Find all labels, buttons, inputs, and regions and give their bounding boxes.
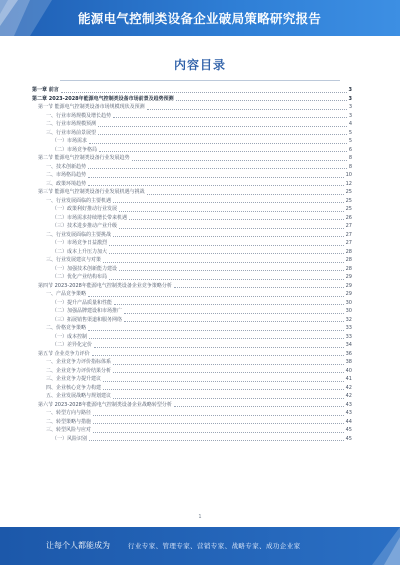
- toc-entry-label: 一、转型方向与路径: [46, 410, 92, 416]
- toc-entry-label: （三）技术进步推动产业升级: [52, 223, 118, 229]
- toc-dot-leader: [93, 415, 344, 416]
- toc-entry-label: 二、企业竞争力评价结果分析: [46, 367, 112, 374]
- toc-entry[interactable]: [32, 409, 352, 418]
- toc-entry-page: 25: [345, 189, 352, 195]
- toc-entry-page: 25: [345, 206, 352, 212]
- toc-entry-label: 第六节 2023-2028年能源电气控制类设备企业战略转型分析: [38, 401, 172, 408]
- toc-entry[interactable]: [32, 86, 352, 95]
- toc-entry[interactable]: [32, 103, 352, 112]
- toc-entry[interactable]: [32, 265, 352, 274]
- toc-dot-leader: [92, 355, 344, 356]
- toc-dot-leader: [109, 245, 344, 246]
- toc-entry[interactable]: [32, 256, 352, 265]
- toc-entry[interactable]: [32, 248, 352, 257]
- toc-entry[interactable]: [32, 375, 352, 384]
- toc-entry[interactable]: [32, 188, 352, 197]
- toc-entry[interactable]: [32, 239, 352, 248]
- toc-entry-page: 32: [345, 316, 352, 323]
- toc-dot-leader: [89, 440, 344, 441]
- toc-entry-page: 25: [345, 197, 352, 204]
- report-header: [0, 0, 400, 36]
- toc-entry[interactable]: [32, 324, 352, 333]
- toc-entry-label: 一、技术创新趋势: [46, 163, 87, 170]
- toc-dot-leader: [99, 151, 347, 152]
- toc-dot-leader: [103, 389, 344, 390]
- toc-entry-label: （三）拓展销售渠道和服务网络: [52, 316, 123, 323]
- toc-entry-page: 12: [345, 180, 352, 187]
- report-title: 能源电气控制类设备企业破局策略研究报告: [78, 11, 322, 26]
- toc-entry-label: 第一节 能源电气控制类设备市场规模现状及预测: [38, 104, 145, 110]
- toc-entry[interactable]: [32, 137, 352, 146]
- toc-entry[interactable]: [32, 120, 352, 129]
- toc-entry-page: 8: [348, 155, 352, 161]
- toc-heading: 内容目录: [173, 58, 226, 72]
- toc-entry[interactable]: [32, 333, 352, 342]
- toc-entry-label: （一）提升产品质量和性能: [52, 299, 113, 306]
- toc-entry-page: 29: [345, 282, 352, 289]
- toc-dot-leader: [129, 219, 344, 220]
- toc-entry-label: 一、产品竞争策略: [46, 291, 87, 297]
- toc-entry[interactable]: [32, 197, 352, 206]
- toc-entry-page: 28: [345, 248, 352, 255]
- toc-entry-page: 29: [345, 274, 352, 280]
- toc-entry-label: 五、企业发展战略与规划建议: [46, 393, 112, 399]
- toc-entry-page: 40: [345, 367, 352, 374]
- toc-dot-leader: [113, 398, 344, 399]
- toc-entry-label: （二）加强品牌建设和市场推广: [52, 308, 123, 314]
- footer-slogan: 让每个人都能成为: [46, 541, 110, 550]
- toc-entry[interactable]: [32, 95, 352, 104]
- toc-entry-label: 四、企业核心竞争力构建: [46, 384, 102, 391]
- toc-entry[interactable]: [32, 171, 352, 180]
- toc-entry-page: 41: [345, 376, 352, 382]
- toc-dot-leader: [174, 406, 344, 407]
- toc-dot-leader: [103, 262, 344, 263]
- toc-dot-leader: [113, 364, 344, 365]
- toc-entry[interactable]: [32, 307, 352, 316]
- toc-entry[interactable]: [32, 214, 352, 223]
- toc-entry[interactable]: [32, 163, 352, 172]
- toc-dot-leader: [124, 313, 344, 314]
- toc-entry-page: 34: [345, 342, 352, 348]
- toc-entry-label: （二）成本上升压力加大: [52, 248, 108, 255]
- toc-entry-page: 4: [348, 121, 352, 127]
- toc-entry-label: 三、转型风险与应对: [46, 427, 92, 433]
- toc-entry-label: 一、企业竞争力评价指标体系: [46, 359, 112, 365]
- toc-dot-leader: [98, 126, 347, 127]
- toc-entry-page: 33: [345, 325, 352, 331]
- toc-entry-label: （二）市场需求持续增长带来机遇: [52, 214, 128, 221]
- toc-dot-leader: [88, 177, 344, 178]
- toc-entry-label: （一）政策利好推动行业发展: [52, 206, 118, 212]
- toc-entry-label: 一、行业发展面临的主要机遇: [46, 197, 112, 204]
- toc-entry-label: 二、价格竞争策略: [46, 325, 87, 331]
- toc-dot-leader: [88, 168, 347, 169]
- report-footer: [0, 527, 400, 565]
- toc-entry[interactable]: [32, 392, 352, 401]
- toc-entry-page: 30: [345, 299, 352, 306]
- toc-dot-leader: [113, 236, 344, 237]
- toc-dot-leader: [88, 296, 344, 297]
- toc-dot-leader: [113, 117, 347, 118]
- toc-entry-label: （一）市场竞争日益激烈: [52, 240, 108, 246]
- table-of-contents: [32, 86, 352, 443]
- toc-entry-label: 第四节 2023-2028年能源电气控制类设备企业竞争策略分析: [38, 282, 172, 289]
- toc-entry-label: （一）风险识别: [52, 435, 88, 442]
- toc-dot-leader: [94, 347, 344, 348]
- toc-dot-leader: [119, 270, 344, 271]
- toc-entry[interactable]: [32, 129, 352, 138]
- toc-dot-leader: [88, 185, 344, 186]
- toc-entry-page: 33: [345, 333, 352, 340]
- toc-entry-label: 第五节 企业竞争力评价: [38, 350, 90, 357]
- toc-entry-label: 三、企业竞争力提升建议: [46, 376, 102, 382]
- toc-entry-page: 28: [345, 265, 352, 272]
- toc-entry[interactable]: [32, 316, 352, 325]
- toc-entry[interactable]: [32, 418, 352, 427]
- toc-entry[interactable]: [32, 273, 352, 282]
- toc-entry-label: 二、行业发展面临的主要挑战: [46, 231, 112, 238]
- toc-entry-label: 第二章 2023-2028年能源电气控制类设备市场前景及趋势预测: [32, 95, 174, 102]
- toc-dot-leader: [89, 338, 344, 339]
- toc-entry-page: 27: [345, 240, 352, 246]
- toc-entry-label: 三、行业发展建议与对策: [46, 257, 102, 263]
- toc-entry-page: 3: [348, 87, 352, 93]
- toc-entry-page: 3: [348, 112, 352, 119]
- toc-entry-page: 43: [345, 410, 352, 416]
- toc-entry-label: 三、政策环境趋势: [46, 180, 87, 187]
- toc-entry[interactable]: [32, 146, 352, 155]
- toc-entry[interactable]: [32, 154, 352, 163]
- toc-entry[interactable]: [32, 367, 352, 376]
- toc-dot-leader: [113, 202, 344, 203]
- toc-dot-leader: [176, 100, 347, 101]
- page-number: 1: [198, 514, 202, 520]
- toc-dot-leader: [88, 330, 344, 331]
- toc-entry[interactable]: [32, 358, 352, 367]
- toc-entry[interactable]: [32, 180, 352, 189]
- toc-entry-page: 36: [345, 350, 352, 357]
- toc-entry[interactable]: [32, 290, 352, 299]
- toc-entry-page: 45: [345, 427, 352, 433]
- toc-entry-label: （二）市场竞争格局: [52, 146, 98, 153]
- toc-entry-label: 第一章 前言: [32, 87, 59, 93]
- header-decoration-icon: [0, 0, 64, 36]
- toc-entry-page: 27: [345, 231, 352, 238]
- toc-dot-leader: [93, 423, 344, 424]
- toc-entry-page: 43: [345, 401, 352, 408]
- toc-entry-page: 5: [348, 138, 352, 144]
- toc-entry-page: 28: [345, 257, 352, 263]
- toc-dot-leader: [113, 372, 344, 373]
- toc-entry[interactable]: [32, 435, 352, 444]
- toc-entry[interactable]: [32, 282, 352, 291]
- toc-dot-leader: [132, 160, 347, 161]
- toc-entry[interactable]: [32, 222, 352, 231]
- toc-entry[interactable]: [32, 205, 352, 214]
- toc-heading-divider: [60, 80, 340, 81]
- toc-entry[interactable]: [32, 231, 352, 240]
- toc-dot-leader: [124, 321, 344, 322]
- toc-entry-page: 27: [345, 223, 352, 229]
- toc-entry-page: 42: [345, 393, 352, 399]
- toc-entry[interactable]: [32, 112, 352, 121]
- toc-dot-leader: [89, 143, 347, 144]
- toc-entry-page: 44: [345, 418, 352, 425]
- toc-dot-leader: [174, 287, 344, 288]
- toc-dot-leader: [119, 228, 344, 229]
- toc-entry-page: 3: [348, 104, 352, 110]
- toc-entry-label: （一）市场需求: [52, 138, 88, 144]
- toc-entry-label: （一）加强技术创新能力建设: [52, 265, 118, 272]
- footer-decoration-icon: [360, 527, 400, 565]
- toc-entry[interactable]: [32, 401, 352, 410]
- toc-entry-page: 5: [348, 129, 352, 136]
- toc-entry-label: 二、行业市场规模预测: [46, 121, 97, 127]
- toc-entry[interactable]: [32, 384, 352, 393]
- toc-dot-leader: [119, 211, 344, 212]
- toc-entry-page: 45: [345, 435, 352, 442]
- toc-dot-leader: [114, 304, 344, 305]
- toc-dot-leader: [109, 253, 344, 254]
- toc-entry-page: 3: [348, 95, 352, 102]
- toc-dot-leader: [109, 279, 344, 280]
- toc-entry-page: 42: [345, 384, 352, 391]
- toc-entry-page: 29: [345, 291, 352, 297]
- toc-dot-leader: [147, 194, 344, 195]
- toc-dot-leader: [103, 381, 344, 382]
- toc-entry-label: 三、行业市场前景展望: [46, 129, 97, 136]
- toc-entry[interactable]: [32, 426, 352, 435]
- toc-entry[interactable]: [32, 341, 352, 350]
- footer-expert-list: 行业专家、管理专家、营销专家、战略专家、成功企业家: [128, 542, 301, 550]
- toc-entry-label: 第二节 能源电气控制类设备行业发展趋势: [38, 155, 130, 161]
- toc-entry-page: 38: [345, 359, 352, 365]
- toc-entry-label: 一、行业市场规模及增长趋势: [46, 112, 112, 119]
- toc-dot-leader: [147, 109, 347, 110]
- toc-entry-page: 8: [348, 163, 352, 170]
- toc-entry-page: 26: [345, 214, 352, 221]
- toc-dot-leader: [98, 134, 347, 135]
- toc-entry-label: 第三节 能源电气控制类设备行业发展机遇与挑战: [38, 189, 145, 195]
- toc-dot-leader: [93, 432, 344, 433]
- toc-entry-label: 二、市场格局趋势: [46, 172, 87, 178]
- toc-entry-label: （一）成本控制: [52, 333, 88, 340]
- toc-entry[interactable]: [32, 350, 352, 359]
- toc-entry-label: 二、转型策略与措施: [46, 418, 92, 425]
- toc-entry-page: 10: [345, 172, 352, 178]
- toc-entry[interactable]: [32, 299, 352, 308]
- toc-entry-label: （二）差异化定价: [52, 342, 93, 348]
- toc-dot-leader: [61, 92, 347, 93]
- toc-entry-page: 30: [345, 308, 352, 314]
- toc-entry-page: 6: [348, 146, 352, 153]
- toc-entry-label: （二）优化产业结构布局: [52, 274, 108, 280]
